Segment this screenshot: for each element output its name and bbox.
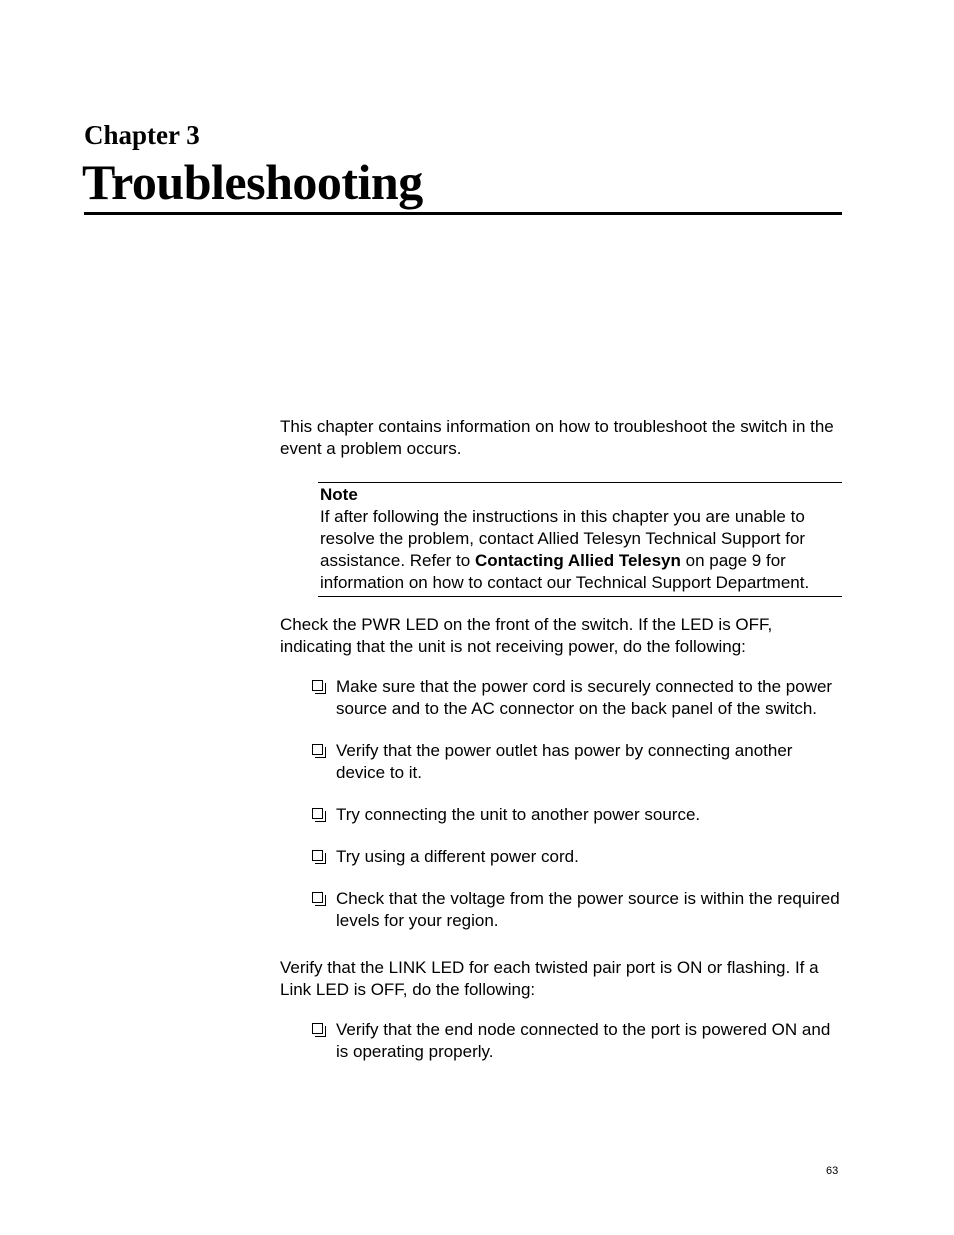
- list-item: [310, 740, 845, 784]
- checkbox-icon: [312, 850, 323, 861]
- checkbox-icon: [312, 892, 323, 903]
- list-item-text: Try using a different power cord.: [336, 847, 579, 866]
- title-rule: [84, 212, 842, 215]
- list-item-text: Make sure that the power cord is securely connected to the power source and to the AC connector on the back panel of the switch.: [336, 677, 833, 718]
- checkbox-icon: [312, 680, 323, 691]
- intro-paragraph: This chapter contains information on how to troubleshoot the switch in the event a problem occurs.: [280, 417, 834, 458]
- power-section-intro: Check the PWR LED on the front of the switch. If the LED is OFF, indicating that the unit is not receiving power, do the following:: [280, 615, 773, 656]
- list-item: [310, 1019, 845, 1063]
- list-item-text: Try connecting the unit to another power source.: [336, 805, 701, 824]
- checkbox-icon: [312, 808, 323, 819]
- list-item: [310, 676, 845, 720]
- page-title: Troubleshooting: [82, 154, 423, 210]
- note-heading: Note: [320, 485, 358, 504]
- list-item-text: Verify that the end node connected to the port is powered ON and is operating properly.: [336, 1020, 831, 1061]
- list-item: [310, 846, 845, 868]
- note-text-after: on page 9 for information on how to contact our Technical Support Department.: [320, 551, 810, 592]
- link-checklist: [310, 1019, 845, 1083]
- list-item: [310, 888, 845, 932]
- list-item-text: Check that the voltage from the power source is within the required levels for your region.: [336, 889, 840, 930]
- power-checklist: [310, 676, 845, 952]
- checkbox-icon: [312, 1023, 323, 1034]
- link-section-intro: Verify that the LINK LED for each twisted pair port is ON or flashing. If a Link LED is OFF, do the following:: [280, 958, 819, 999]
- note-body: [320, 507, 809, 592]
- list-item: [310, 804, 845, 826]
- page-number: 63: [826, 1165, 839, 1177]
- list-item-text: Verify that the power outlet has power by connecting another device to it.: [336, 741, 793, 782]
- note-cross-reference[interactable]: Contacting Allied Telesyn: [474, 551, 681, 570]
- note-text-before: If after following the instructions in this chapter you are unable to resolve the problem, contact Allied Telesyn Technical Support for assistance. Refer to: [320, 507, 806, 570]
- note-box: [318, 482, 842, 597]
- chapter-label: Chapter 3: [84, 120, 200, 150]
- checkbox-icon: [312, 744, 323, 755]
